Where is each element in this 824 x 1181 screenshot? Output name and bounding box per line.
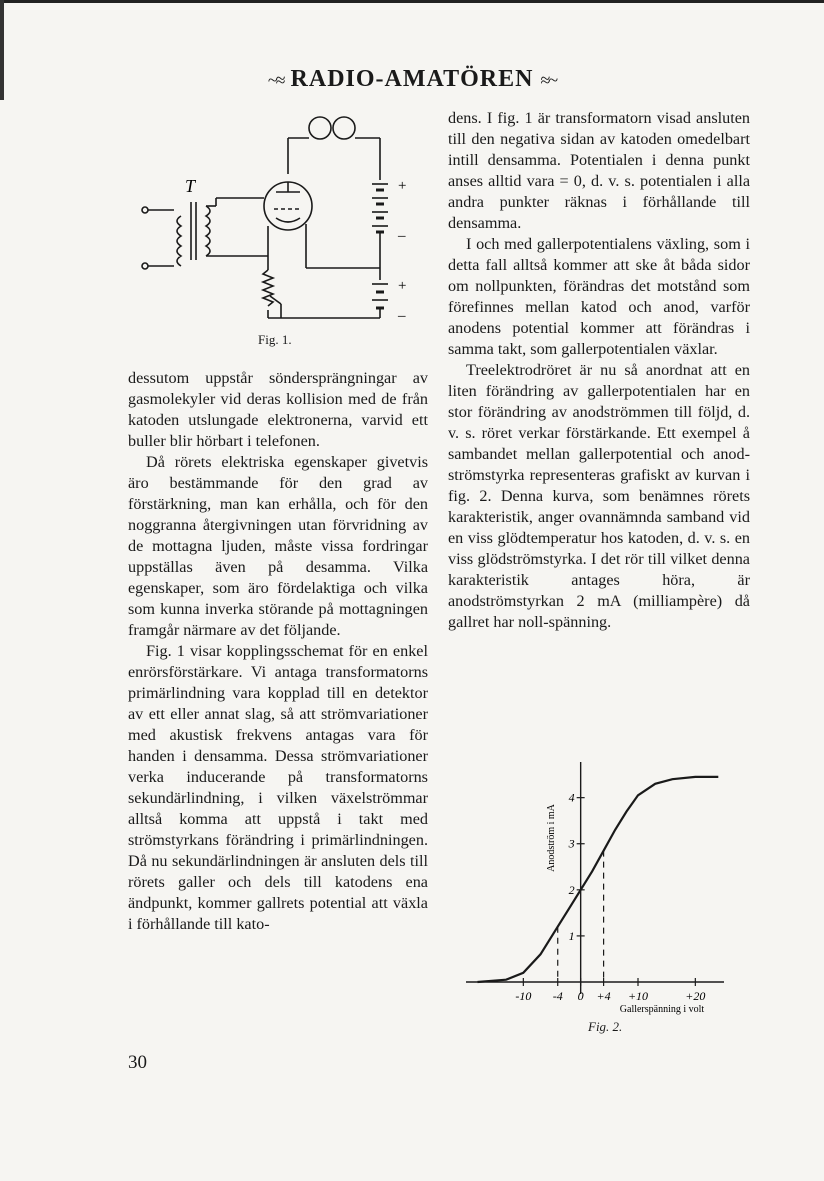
x-tick-label: -10 [515, 989, 532, 1003]
x-tick-label: +10 [627, 989, 649, 1003]
paragraph: Då rörets elektriska egenskaper givetvis äro bestämmande för den grad av förstärkning, man kan erhålla, och för den noggranna återgivningen utan förvridning av de mottagna ljuden, måste vissa fordringar uppställas även på desamma. Vilka egenskaper, som äro fördelaktiga och vilka som kunna inverka störande på mottagningen framgår närmare av det följande. [128, 453, 428, 639]
y-tick-label: 2 [568, 882, 575, 897]
paragraph: Treelektrodröret är nu så anordnat att en liten förändring av gallerpotentialen har en stor förändring av anodströmmen till följd, d. v. s. röret verkar förstärkande. Ett exempel å sambandet mellan gallerpotential och anodströmstyrka representeras grafiskt av kurvan i fig. 2. Denna kurva, som benämnes rörets karakteristik, anger ovannämnda samband vid en viss glödtemperatur hos katoden, d. v. s. en viss glödströmstyrka. I det rör till vilket denna karakteristik antages höra, är anodströmstyrkan 2 mA (milliampère) då gallret har noll-spänning. [448, 361, 750, 631]
x-tick-label: +4 [596, 989, 611, 1003]
headphone-coil-1 [309, 117, 331, 139]
filament-battery-minus: – [398, 308, 406, 324]
x-axis-label: Gallerspänning i volt [619, 1004, 705, 1015]
y-tick-label: 1 [568, 928, 575, 943]
x-tick-label: +20 [685, 989, 706, 1003]
characteristic-curve [478, 777, 719, 982]
paragraph: I och med gallerpotentialens växling, som i detta fall alltså kommer att ske åt båda sidor om nollpunkten, förändras det motstånd som förefinnes mellan katod och anod, varför anodens potential kommer att förändras i samma takt, som gallerpotentialen växlar. [448, 235, 750, 358]
paragraph: dessutom uppstår söndersprängningar av gasmolekyler vid deras kollision med de från katoden utslungade elektronerna, varvid ett buller blir hörbart i telefonen. [128, 369, 428, 450]
running-header [0, 66, 824, 93]
journal-title: RADIO-AMATÖREN [290, 66, 534, 92]
headphone-coil-2 [333, 117, 355, 139]
right-column [448, 108, 750, 633]
filament-battery-plus: + [398, 278, 407, 294]
page-edge [0, 0, 824, 3]
transformer-label: T [185, 176, 196, 196]
anode-battery-minus: – [398, 228, 406, 244]
paragraph: Fig. 1 visar kopplingsschemat för en enkel enrörsförstärkare. Vi antaga transformatorns primärlindning vara kopplad till en detektor av ett eller annat slag, så att strömvariationer med akustisk frekvens antagas vara för handen i densamma. Dessa strömvariationer verka inducerande på transformatorns sekundärlindning, i vilken växelströmmar alltså komma att uppstå i takt med strömstyrkans förändring i primärlindningen. Då nu sekundärlindningen är ansluten dels till rörets galler och dels till katodens ena ändpunkt, kommer gallrets potential att växla i förhållande till kato- [128, 642, 428, 933]
left-column [128, 368, 428, 935]
y-tick-label: 3 [568, 836, 575, 851]
fig1-caption: Fig. 1. [258, 332, 292, 347]
header-ornament-left: ~≈ [267, 70, 284, 90]
x-tick-label: -4 [552, 989, 563, 1003]
circuit-diagram-fig1 [136, 106, 426, 346]
x-tick-label: 0 [577, 989, 584, 1003]
page-number: 30 [128, 1052, 147, 1073]
paragraph: dens. I fig. 1 är transformatorn visad ansluten till den negativa sidan av katoden omedelbart intill densamma. Potentialen i denna punkt anses alltid vara = 0, d. v. s. potentialen i alla andra punkter räknas i förhållande till densamma. [448, 109, 750, 232]
y-tick-label: 4 [568, 790, 575, 805]
header-ornament-right: ≈~ [540, 70, 557, 90]
characteristic-chart-fig2 [462, 760, 752, 1030]
y-axis-label: Anodström i mA [546, 804, 557, 872]
fig2-caption: Fig. 2. [588, 1019, 623, 1034]
anode-battery-plus: + [398, 178, 407, 194]
